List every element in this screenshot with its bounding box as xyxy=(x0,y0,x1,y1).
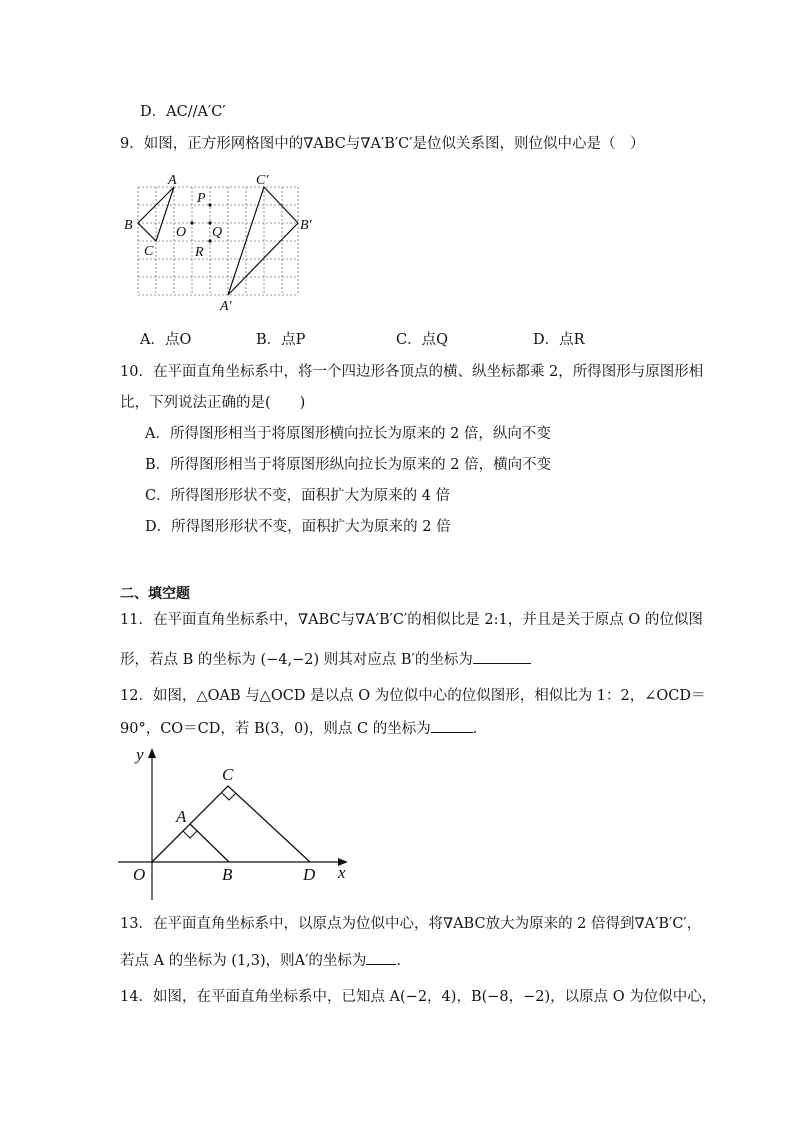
label-a: A xyxy=(176,807,187,826)
q12-line2-end: ． xyxy=(472,721,488,737)
label-o: O xyxy=(133,865,146,884)
label-q: Q xyxy=(212,225,223,240)
section-heading-fill-blank: 二、填空题 xyxy=(120,586,190,602)
q13-answer-blank[interactable] xyxy=(366,950,396,965)
q11-line1: 11．在平面直角坐标系中，∇ABC与∇A′B′C′的相似比是 2:1，并且是关于原点 O 的位似图 xyxy=(120,612,703,628)
q13-line2-text: 若点 A 的坐标为 (1,3)，则A′的坐标为 xyxy=(120,953,367,969)
q8-option-d: D．AC//A′C′ xyxy=(140,104,226,120)
q13-line2-end: ． xyxy=(396,953,411,969)
point-o xyxy=(190,221,193,224)
q9-option-c: C．点Q xyxy=(396,332,448,348)
q10-option-d: D．所得图形形状不变，面积扩大为原来的 2 倍 xyxy=(145,519,451,535)
q12-answer-blank[interactable] xyxy=(431,718,473,733)
axis-label-x: x xyxy=(338,863,346,882)
q10-option-a: A．所得图形相当于将原图形横向拉长为原来的 2 倍，纵向不变 xyxy=(145,426,551,442)
label-d: D xyxy=(303,865,316,884)
label-c-prime: C′ xyxy=(256,173,269,188)
q14-line1: 14．如图，在平面直角坐标系中，已知点 A(−2，4)，B(−8，−2)，以原点 O 为位似中心， xyxy=(120,989,717,1005)
axis-label-y: y xyxy=(136,745,144,764)
q10-stem-line1: 10．在平面直角坐标系中，将一个四边形各顶点的横、纵坐标都乘 2，所得图形与原图形相 xyxy=(120,364,704,380)
label-a-prime: A′ xyxy=(220,299,232,314)
q10-option-b: B．所得图形相当于将原图形纵向拉长为原来的 2 倍，横向不变 xyxy=(145,457,552,473)
q9-stem: 9．如图，正方形网格图中的∇ABC与∇A′B′C′是位似关系图，则位似中心是（ ） xyxy=(120,136,645,152)
q11-answer-blank[interactable] xyxy=(473,649,531,664)
q13-line2 xyxy=(120,950,411,971)
label-a: A xyxy=(168,173,177,188)
label-b-prime: B′ xyxy=(300,218,312,233)
q11-line2-text: 形，若点 B 的坐标为 (−4,−2) 则其对应点 B′的坐标为 xyxy=(120,652,473,668)
label-c: C xyxy=(222,765,234,784)
point-p xyxy=(208,203,211,206)
label-b: B xyxy=(124,218,133,233)
q9-grid-figure xyxy=(118,165,323,315)
q13-line1: 13．在平面直角坐标系中，以原点为位似中心，将∇ABC放大为原来的 2 倍得到∇A′B′C′， xyxy=(120,916,702,932)
q10-option-c: C．所得图形形状不变，面积扩大为原来的 4 倍 xyxy=(145,488,451,504)
q9-option-d: D．点R xyxy=(533,332,585,348)
q12-coordinate-figure xyxy=(115,740,360,905)
label-c: C xyxy=(144,244,154,259)
q12-line2 xyxy=(120,718,487,739)
q11-line2 xyxy=(120,649,531,670)
q9-option-b: B．点P xyxy=(256,332,306,348)
label-b: B xyxy=(222,865,233,884)
q9-option-a: A．点O xyxy=(140,332,192,348)
q10-stem-line2: 比，下列说法正确的是( ) xyxy=(120,395,306,411)
segment-ab xyxy=(190,824,229,862)
q12-line1: 12．如图，△OAB 与△OCD 是以点 O 为位似中心的位似图形，相似比为 1：2，∠OCD＝ xyxy=(120,688,706,704)
q12-line2-text: 90°，CO＝CD，若 B(3，0)，则点 C 的坐标为 xyxy=(120,721,431,737)
label-o: O xyxy=(176,225,187,240)
label-p: P xyxy=(197,191,206,206)
label-r: R xyxy=(195,245,204,260)
